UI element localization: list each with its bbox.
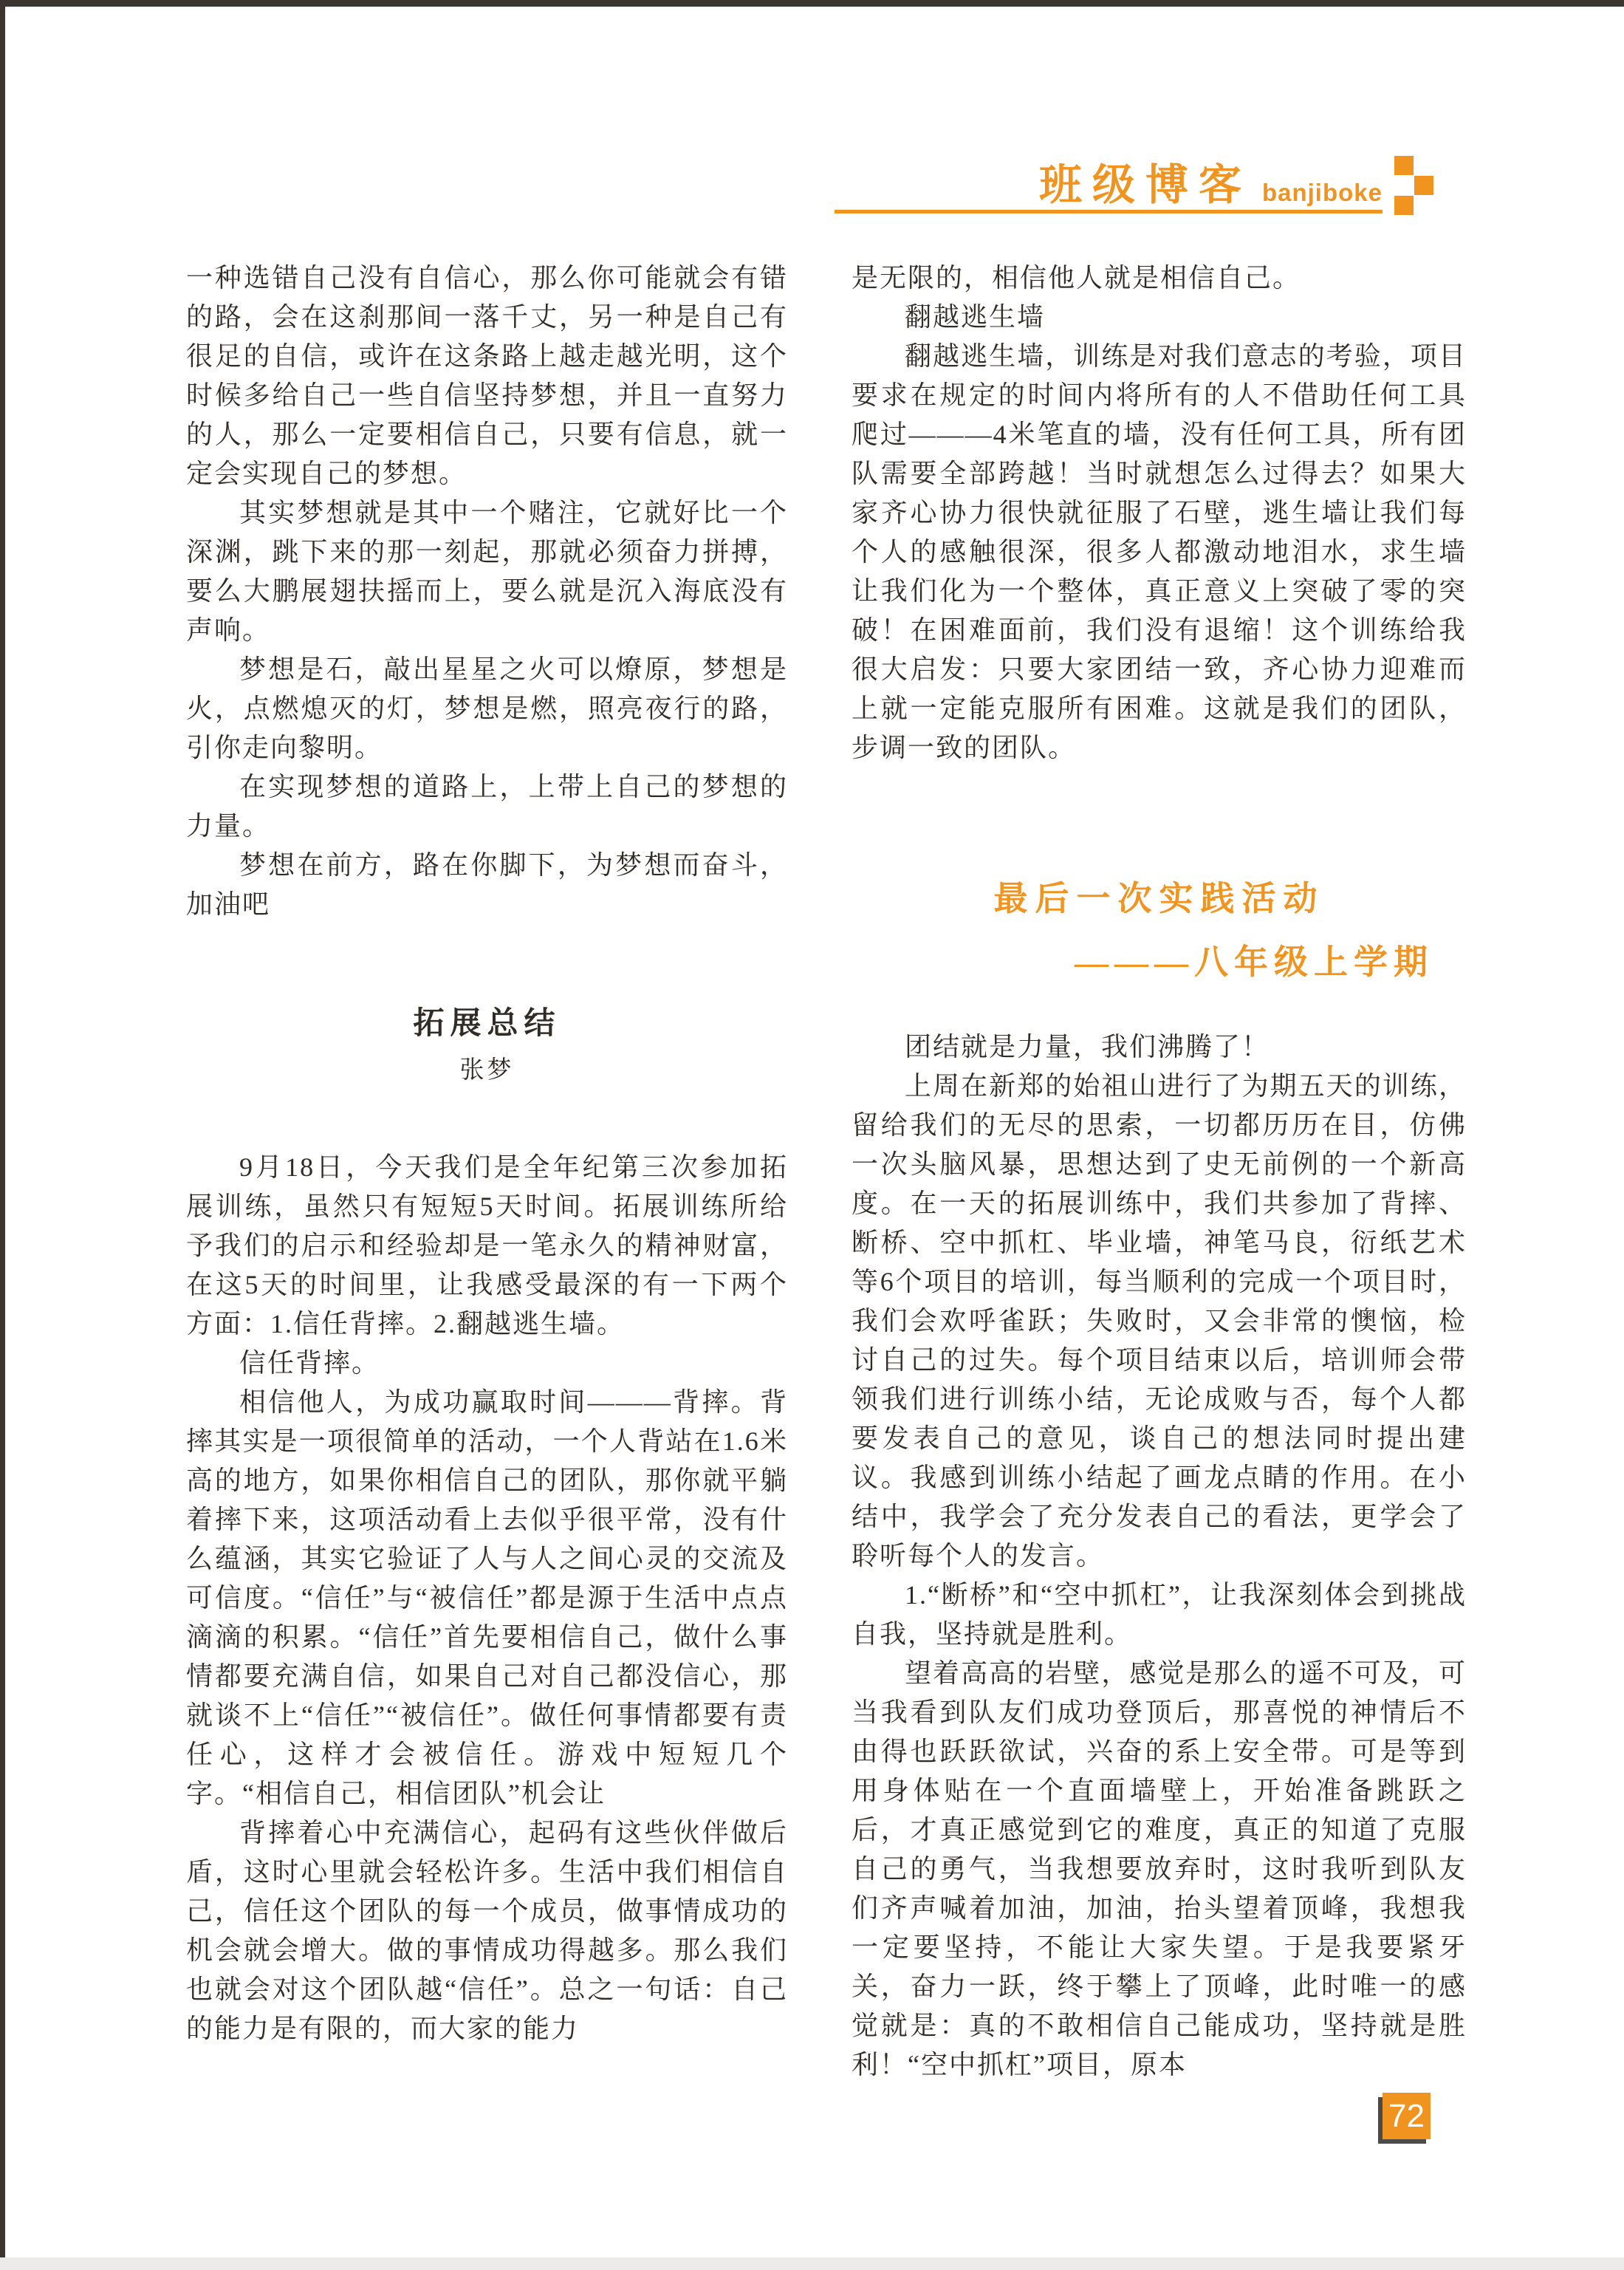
paragraph: 背摔着心中充满信心，起码有这些伙伴做后盾，这时心里就会轻松许多。生活中我们相信自己，信任这个团队的每一个成员，做事情成功的机会就会增大。做的事情成功得越多。那么我们也就会对这个团队越“信任”。总之一句话：自己的能力是有限的，而大家的能力 — [186, 1818, 788, 2043]
article-body — [186, 1148, 788, 2048]
left-column — [186, 259, 788, 2048]
masthead-pinyin: banjiboke — [1261, 179, 1383, 206]
page-edge-top — [0, 0, 1624, 7]
left-column-continued-text — [186, 259, 788, 924]
masthead-rule — [835, 210, 1383, 213]
paragraph: 梦想是石，敲出星星之火可以燎原，梦想是火，点燃熄灭的灯，梦想是燃，照亮夜行的路，引你走向黎明。 — [186, 654, 788, 762]
masthead — [835, 139, 1383, 207]
article-head — [186, 1005, 788, 1085]
paragraph: 梦想在前方，路在你脚下，为梦想而奋斗，加油吧 — [186, 850, 788, 919]
paragraph: 翻越逃生墙，训练是对我们意志的考验，项目要求在规定的时间内将所有的人不借助任何工具爬过———4米笔直的墙，没有任何工具，所有团队需要全部跨越！当时就想怎么过得去？如果大家齐心协力很快就征服了石壁，逃生墙让我们每个人的感触很深，很多人都激动地泪水，求生墙让我们化为一个整体，真正意义上突破了零的突破！在困难面前，我们没有退缩！这个训练给我很大启发：只要大家团结一致，齐心协力迎难而上就一定能克服所有困难。这就是我们的团队，步调一致的团队。 — [852, 341, 1467, 762]
masthead-square-icon — [1394, 156, 1414, 175]
paragraph: 其实梦想就是其中一个赌注，它就好比一个深渊，跳下来的那一刻起，那就必须奋力拼搏，要么大鹏展翅扶摇而上，要么就是沉入海底没有声响。 — [186, 498, 788, 645]
paragraph: 信任背摔。 — [239, 1348, 380, 1378]
section-body — [852, 1028, 1467, 2085]
section-heading-line2: ———八年级上学期 — [1075, 943, 1433, 981]
masthead-title: 班级博客 — [1038, 161, 1252, 209]
page-edge-left — [0, 0, 5, 2270]
masthead-square-icon — [1394, 196, 1414, 215]
masthead-square-icon — [1414, 176, 1433, 195]
paragraph: 望着高高的岩壁，感觉是那么的遥不可及，可当我看到队友们成功登顶后，那喜悦的神情后不由得也跃跃欲试，兴奋的系上安全带。可是等到用身体贴在一个直面墙壁上，开始准备跳跃之后，才真正感觉到它的难度，真正的知道了克服自己的勇气，当我想要放弃时，这时我听到队友们齐声喊着加油，加油，抬头望着顶峰，我想我一定要坚持，不能让大家失望。于是我要紧牙关，奋力一跃，终于攀上了顶峰，此时唯一的感觉就是：真的不敢相信自己能成功，坚持就是胜利！“空中抓杠”项目，原本 — [852, 1658, 1467, 2079]
paragraph: 翻越逃生墙 — [905, 302, 1046, 332]
right-column — [852, 259, 1467, 2085]
paragraph: 1.“断桥”和“空中抓杠”，让我深刻体会到挑战自我，坚持就是胜利。 — [852, 1580, 1467, 1649]
page-edge-bottom — [0, 2257, 1624, 2270]
paragraph: 一种选错自己没有自信心，那么你可能就会有错的路，会在这刹那间一落千丈，另一种是自己有很足的自信，或许在这条路上越走越光明，这个时候多给自己一些自信坚持梦想，并且一直努力的人，那么一定要相信自己，只要有信息，就一定会实现自己的梦想。 — [186, 263, 788, 488]
paragraph: 上周在新郑的始祖山进行了为期五天的训练，留给我们的无尽的思索，一切都历历在目，仿佛一次头脑风暴，思想达到了史无前例的一个新高度。在一天的拓展训练中，我们共参加了背摔、断桥、空中抓杠、毕业墙，神笔马良，衍纸艺术等6个项目的培训，每当顺利的完成一个项目时，我们会欢呼雀跃；失败时，又会非常的懊恼，检讨自己的过失。每个项目结束以后，培训师会带领我们进行训练小结，无论成败与否，每个人都要发表自己的意见，谈自己的想法同时提出建议。我感到训练小结起了画龙点睛的作用。在小结中，我学会了充分发表自己的看法，更学会了聆听每个人的发言。 — [852, 1071, 1467, 1570]
paragraph: 相信他人，为成功赢取时间———背摔。背摔其实是一项很简单的活动，一个人背站在1.6米高的地方，如果你相信自己的团队，那你就平躺着摔下来，这项活动看上去似乎很平常，没有什么蕴涵，其实它验证了人与人之间心灵的交流及可信度。“信任”与“被信任”都是源于生活中点点滴滴的积累。“信任”首先要相信自己，做什么事情都要充满自信，如果自己对自己都没信心，那就谈不上“信任”“被信任”。做任何事情都要有责任心，这样才会被信任。游戏中短短几个字。“相信自己，相信团队”机会让 — [186, 1387, 788, 1808]
paragraph: 是无限的，相信他人就是相信自己。 — [852, 263, 1301, 293]
article-author: 张梦 — [459, 1057, 515, 1084]
right-column-continued-text — [852, 259, 1467, 768]
section-heading — [852, 878, 1467, 983]
section-heading-line1: 最后一次实践活动 — [993, 880, 1325, 917]
paragraph: 团结就是力量，我们沸腾了！ — [905, 1032, 1270, 1062]
article-title: 拓展总结 — [413, 1007, 561, 1041]
page-number-badge: 72 — [1383, 2093, 1431, 2139]
paragraph: 9月18日，今天我们是全年纪第三次参加拓展训练，虽然只有短短5天时间。拓展训练所给予我们的启示和经验却是一笔永久的精神财富，在这5天的时间里，让我感受最深的有一下两个方面：1.信任背摔。2.翻越逃生墙。 — [186, 1152, 788, 1339]
paragraph: 在实现梦想的道路上，上带上自己的梦想的力量。 — [186, 772, 788, 841]
